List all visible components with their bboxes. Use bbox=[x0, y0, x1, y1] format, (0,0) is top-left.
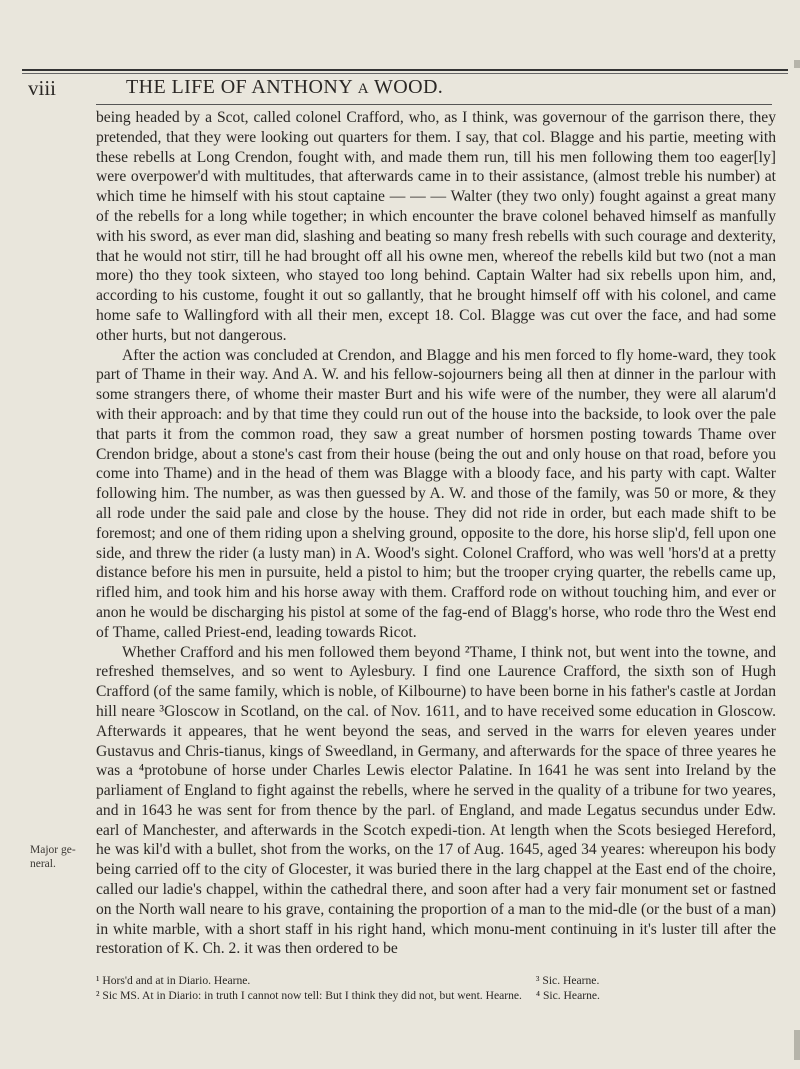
top-rule-thin bbox=[22, 73, 788, 74]
running-head-pre: THE LIFE OF ANTHONY bbox=[126, 76, 358, 98]
body-text bbox=[96, 108, 776, 959]
paragraph-1: being headed by a Scot, called colonel Crafford, who, as I think, was governour of the garrison there, they pretended, that they were looking out quarters for them. I say, that col. Blagge and his partie, meeting with these rebells at Long Crendon, fought with, and made them run, till his men following them too eager[ly] were overpower'd with multitudes, that afterwards came in to their assistance, (almost treble his number) at which time he himself with his stout captaine — — — Walter (they two only) fought against a great many of the rebells for a long while together; in which encounter the brave colonel behaved himself as manfully with his sword, as ever man did, slashing and beating so many fresh rebells with such courage and dexterity, that he would not stirr, till he had brought off all his owne men, whereof the rebells kild but two (not a man more) tho they took sixteen, who stayed too long behind. Captain Walter had six rebells upon him, and, according to his custome, fought it out so gallantly, that he brought himself off with his colonel, and came home safe to Wallingford with all their men, except 18. Col. Blagge was cut over the face, and had some other hurts, but not dangerous. bbox=[96, 109, 776, 344]
header-rule bbox=[96, 104, 772, 105]
footnote-row-2 bbox=[96, 989, 776, 1004]
paragraph-2: After the action was concluded at Crendon, and Blagge and his men forced to fly home-ward, they took part of Thame in their way. And A. W. and his fellow-sojourners being all then at dinner in the parlour with some strangers there, of whome their master Burt and his wife were of the number, they were all alarum'd with their approach: and by that time they could run out of the house into the backside, to look over the pale that parts it from the common road, they saw a great number of horsmen posting towards Thame over Crendon bridge, about a stone's cast from their house (being the out and only house on that road, before you come into Thame) and in the head of them was Blagge with a bloody face, and his party with capt. Walter following him. The number, as was then guessed by A. W. and those of the family, was 50 or more, & they all rode under the said pale and close by the house. They did not ride in order, but each made shift to be foremost; and one of them riding upon a shelving ground, opposite to the dore, his horse slip'd, fell upon one side, and threw the rider (a lusty man) in A. Wood's sight. Colonel Crafford, who was well 'hors'd at a pretty distance before his men in pursuite, held a pistol to him; but the trooper crying quarter, the rebells came up, rifled him, and took him and his horse away with them. Crafford rode on without touching him, and ever or anon he would be discharging his pistol at some of the fag-end of Blagg's horse, who rode thro the West end of Thame, called Priest-end, leading towards Ricot. bbox=[96, 346, 776, 641]
page-edge-mark bbox=[794, 60, 800, 68]
running-head bbox=[126, 76, 443, 99]
margin-note: Major ge-neral. bbox=[30, 844, 76, 870]
paragraph-3: Whether Crafford and his men followed them beyond ²Thame, I think not, but went into the towne, and refreshed themselves, and so went to Aylesbury. I find one Laurence Crafford, the sixth son of Hugh Crafford (of the same family, which is noble, of Kilbourne) to have been borne in his father's castle at Jordan hill neare ³Gloscow in Scotland, on the cal. of Nov. 1611, and to have received some education in Gloscow. Afterwards it appeares, that he went beyond the seas, and served in the warrs for eleven yeares under Gustavus and Chris-tianus, kings of Sweedland, in Germany, and afterwards for the space of three yeares he was a ⁴protobune of horse under Charles Lewis elector Palatine. In 1641 he was sent into Ireland by the parliament of England to fight against the rebells, where he served in the quality of a tribune for two yeares, and in 1643 he was sent for from thence by the parl. of England, and made Legatus secundus under Edw. earl of Manchester, and afterwards in the Scotch expedi-tion. At length when the Scots besieged Hereford, he was kil'd with a bullet, shot from the works, on the 17 of Aug. 1645, aged 34 yeares: whereupon his body being carried off to the city of Glocester, it was buried there in the larg chappel at the East end of the choire, called our ladie's chappel, within the cathedral there, and soon after had a very fair monument set or fastned on the North wall neare to his grave, containing the proportion of a man to the mid-dle (or the bust of a man) in white marble, with a short staff in his right hand, which monu-ment continuing in it's luster till after the restoration of K. Ch. 2. it was then ordered to be bbox=[96, 643, 776, 958]
footnote-4: ⁴ Sic. Hearne. bbox=[536, 988, 600, 1002]
footnote-3: ³ Sic. Hearne. bbox=[536, 974, 600, 987]
page-header bbox=[28, 76, 780, 106]
footnote-2: ² Sic MS. At in Diario: in truth I cannot now tell: But I think they did not, but went. Hearne. bbox=[96, 988, 522, 1002]
running-head-post: WOOD. bbox=[368, 76, 444, 98]
footnotes bbox=[96, 974, 776, 1003]
page-number: viii bbox=[28, 76, 57, 100]
running-head-small: A bbox=[357, 81, 369, 97]
footnote-row-1 bbox=[96, 974, 776, 989]
page-edge-mark bbox=[794, 1030, 800, 1060]
footnote-1: ¹ Hors'd and at in Diario. Hearne. bbox=[96, 974, 251, 987]
top-rule bbox=[22, 69, 788, 71]
